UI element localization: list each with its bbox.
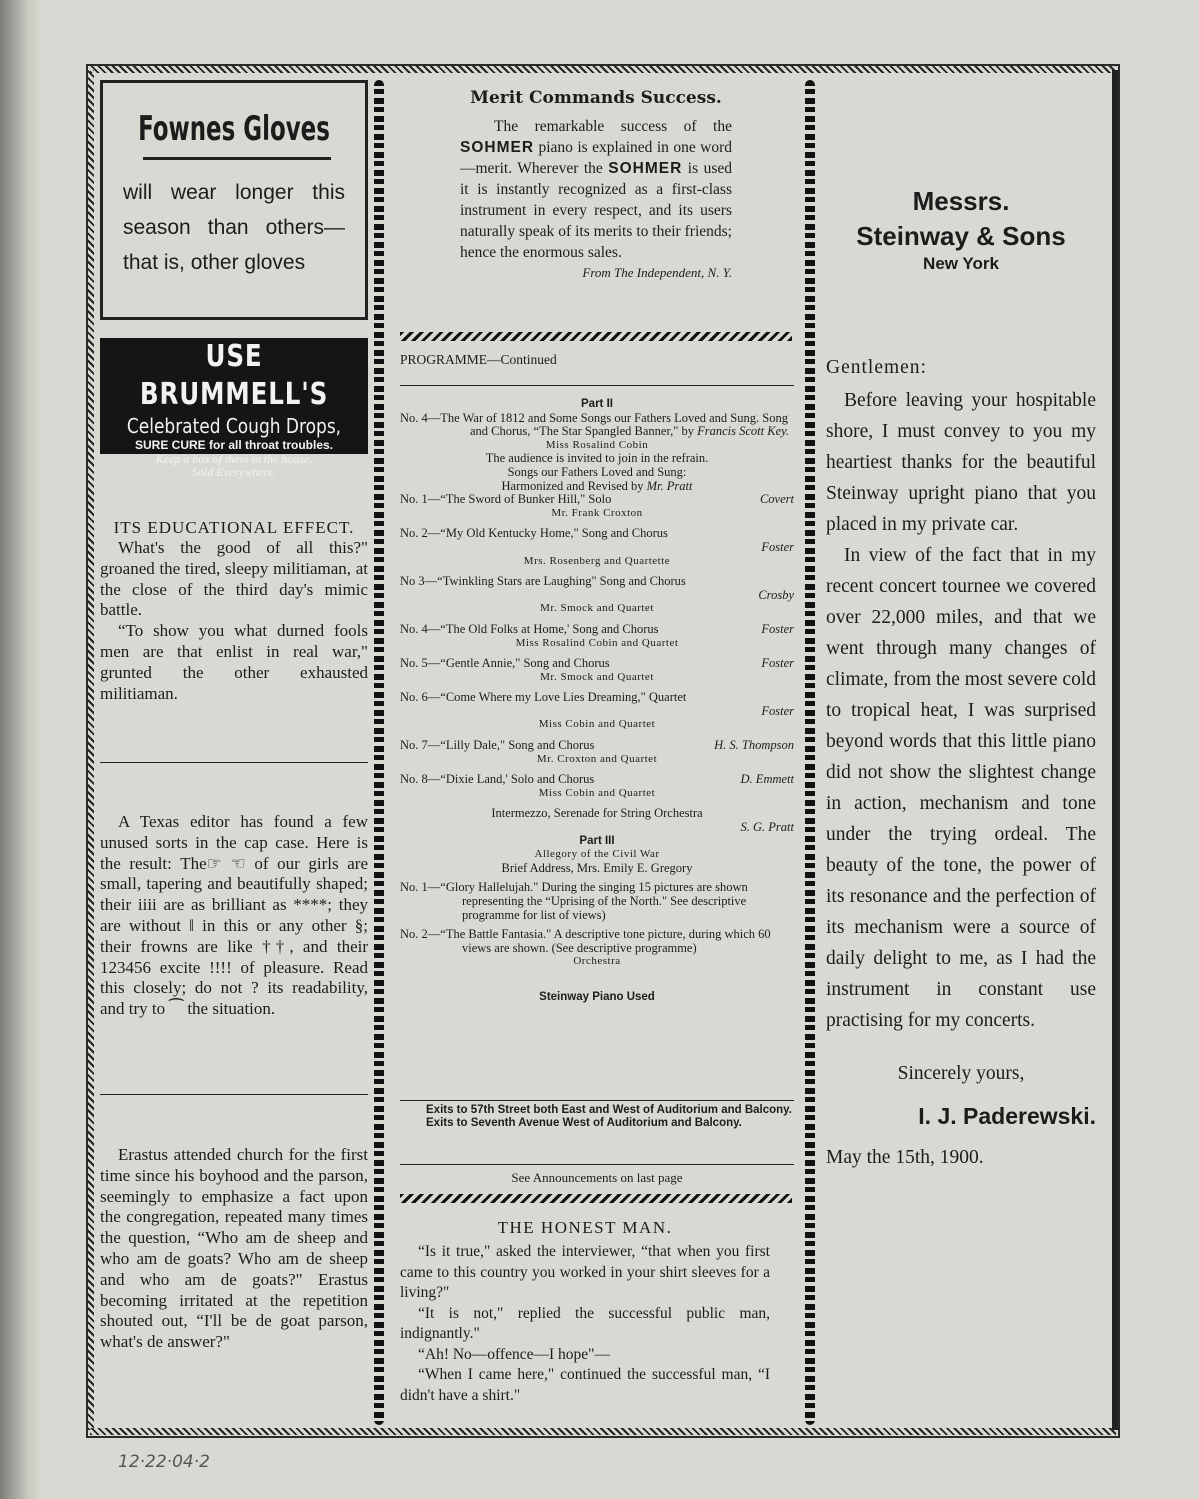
song-item-6-composer: Foster — [761, 703, 794, 718]
fownes-title-rule — [143, 157, 331, 160]
merit-text-c: is used it is instantly recognized as a first-class instrument in every respect, and its users naturally speak of its merits to their friends; hence the enormous sales. — [460, 160, 733, 261]
programme — [400, 352, 794, 368]
song-item-4 — [400, 623, 794, 637]
letter-salutation: Gentlemen: — [826, 357, 927, 378]
orchestra: Orchestra — [573, 955, 621, 968]
educational-title: ITS EDUCATIONAL EFFECT. — [113, 518, 355, 537]
song-item-4-composer: Foster — [761, 621, 794, 636]
merit-title: Merit Commands Success. — [470, 88, 722, 108]
merit-ad — [460, 88, 732, 281]
educational-p1: What's the good of all this?" groaned the tired, sleepy militiaman, at the close of the third day's mimic battle. — [100, 538, 368, 620]
songs-heading: Songs our Fathers Loved and Sung: — [507, 464, 687, 479]
left-divider-1 — [100, 762, 368, 763]
song-item-6-title: No. 6—“Come Where my Love Lies Dreaming," Quartet — [400, 690, 687, 705]
harmonized-by: Mr. Pratt — [646, 478, 693, 493]
song-item-3-composer: Crosby — [758, 587, 794, 602]
letter-closing: Sincerely yours, — [897, 1063, 1025, 1084]
programme-list — [400, 398, 794, 1005]
erastus-p1: Erastus attended church for the first time since his boyhood and the parson, seemingly to emphasize a fact upon the congregation, repeated many times the question, “Who am de sheep and who am de goats? Who am de sheep and who am de goats?" Erastus becoming irritated at the repetition shouted out, “I'll be de goat parson, what's de answer?" — [100, 1145, 368, 1352]
sohmer-brand-1: SOHMER — [460, 139, 535, 156]
brummell-line1: USE BRUMMELL'S — [139, 339, 329, 412]
honest-man-article — [400, 1218, 770, 1406]
song-item-8 — [400, 773, 794, 787]
merit-source: From The Independent, N. Y. — [582, 265, 732, 280]
part2-item4-text: No. 4—The War of 1812 and Some Songs our Fathers Loved and Sung. Song and Chorus, “The Star Spangled Banner," by — [400, 410, 788, 439]
texas-p1: A Texas editor has found a few unused sorts in the cap case. Here is the result: The☞ ☜ of our girls are small, tapering and beautifully shaped; their iiii are as brilliant as ****; they are without ‖ in this or any other §; their frowns are like ††, and their 123456 excite !!!! of pleasure. Read this closely; do not ? its readability, and try to ⁀ the situation. — [100, 812, 368, 1019]
honest-p1: “Is it true," asked the interviewer, “that when you first came to this country you worked in your shirt sleeves for a living?" — [400, 1243, 770, 1301]
song-item-4-performer: Miss Rosalind Cobin and Quartet — [515, 636, 679, 649]
letter-messrs: Messrs. — [912, 186, 1010, 216]
song-item-8-performer: Miss Cobin and Quartet — [538, 786, 656, 799]
brummell-line5: Sold Everywhere. — [191, 465, 277, 479]
brummell-line4: Keep a box of them in the house. — [155, 452, 313, 466]
song-item-5-composer: Foster — [761, 656, 794, 671]
exits-rule-bottom — [400, 1164, 794, 1165]
song-item-5-title: No. 5—“Gentle Annie," Song and Chorus — [400, 656, 610, 671]
song-item-3-performer: Mr. Smock and Quartet — [540, 602, 654, 615]
exits-rule-top — [400, 1100, 794, 1101]
letter-steinway-sons: Steinway & Sons — [856, 221, 1066, 251]
harmonized-text: Harmonized and Revised by — [501, 478, 644, 493]
announcements: See Announcements on last page — [511, 1170, 683, 1185]
song-item-4-title: No. 4—“The Old Folks at Home,' Song and Chorus — [400, 621, 659, 636]
zigzag-divider-2 — [400, 1194, 792, 1203]
song-item-7-performer: Mr. Croxton and Quartet — [536, 752, 658, 765]
honest-p4: “When I came here," continued the successful man, “I didn't have a shirt." — [400, 1366, 770, 1404]
brief-address: Brief Address, Mrs. Emily E. Gregory — [501, 860, 693, 875]
merit-text-b: piano is explained in one word—merit. Wherever the — [460, 139, 732, 177]
fownes-gloves-ad — [100, 80, 368, 320]
fownes-title: Fownes Gloves — [138, 109, 330, 149]
paderewski-letter — [826, 352, 1096, 1173]
song-item-7 — [400, 739, 794, 753]
song-item-3 — [400, 575, 794, 589]
honest-p3: “Ah! No—offence—I hope"— — [418, 1345, 610, 1363]
steinway-letter-header — [826, 186, 1096, 274]
song-item-7-title: No. 7—“Lilly Dale," Song and Chorus — [400, 738, 595, 753]
intermezzo: Intermezzo, Serenade for String Orchestra — [491, 806, 703, 821]
part2-heading: Part II — [581, 398, 613, 410]
song-item-8-title: No. 8—“Dixie Land,' Solo and Chorus — [400, 772, 595, 787]
song-item-2-performer: Mrs. Rosenberg and Quartette — [523, 554, 671, 567]
texas-editor-article — [100, 812, 368, 1020]
honest-title: THE HONEST MAN. — [497, 1218, 673, 1237]
letter-p2: In view of the fact that in my recent concert tournee we covered over 22,000 miles, and that we went through many changes of climate, from the most severe cold to tropical heat, I was surprised beyond words that this little piano did not show the slightest change in action, mechanism and tone under the trying ordeal. The beauty of the tone, the power of its resonance and the perfection of its mechanism were a source of daily delight to me, as I had the instrument in constant use practising for my concerts. — [826, 545, 1096, 1031]
part2-item4 — [400, 412, 794, 439]
page-gutter-shadow — [0, 0, 40, 1499]
educational-p2: “To show you what durned fools men are that enlist in real war," grunted the other exhausted militiaman. — [100, 621, 368, 703]
song-item-7-composer: H. S. Thompson — [714, 738, 794, 753]
exits-line-1: Exits to 57th Street both East and West of Auditorium and Balcony. — [426, 1104, 792, 1116]
song-item-8-composer: D. Emmett — [740, 772, 794, 787]
educational-effect-article — [100, 518, 368, 704]
frame-top-border — [90, 66, 1116, 73]
sohmer-brand-2: SOHMER — [608, 160, 683, 177]
brummell-cough-drops-ad — [100, 338, 368, 479]
intermezzo-by: S. G. Pratt — [740, 820, 794, 835]
frame-left-border — [88, 70, 94, 1430]
part2-item4-performer: Miss Rosalind Cobin — [545, 438, 649, 451]
song-item-1-title: No. 1—“The Sword of Bunker Hill," Solo — [400, 492, 612, 507]
song-item-6-performer: Miss Cobin and Quartet — [538, 718, 656, 731]
column-divider-right — [805, 80, 815, 1425]
zigzag-divider-1 — [400, 332, 792, 341]
programme-rule-top — [400, 385, 794, 386]
letter-p1: Before leaving your hospitable shore, I must convey to you my heartiest thanks for the beautiful Steinway upright piano that you placed in my private car. — [826, 390, 1096, 535]
part2-item4-note: The audience is invited to join in the refrain. — [485, 451, 709, 466]
song-item-1-performer: Mr. Frank Croxton — [551, 506, 643, 519]
exits-notice — [400, 1104, 794, 1130]
part3-item1: No. 1—“Glory Hallelujah." During the singing 15 pictures are shown representing the “Uprising of the North." See descriptive programme for list of views) — [400, 880, 748, 922]
frame-right-border — [1112, 70, 1118, 1430]
steinway-piano-used: Steinway Piano Used — [539, 990, 655, 1003]
left-divider-2 — [100, 1094, 368, 1095]
fownes-body: will wear longer this season than others—that is, other gloves — [123, 181, 345, 274]
harmonized-line — [400, 480, 794, 494]
merit-text-a: The remarkable success of the — [494, 118, 732, 135]
song-item-5-performer: Mr. Smock and Quartet — [540, 670, 654, 683]
song-item-6 — [400, 691, 794, 705]
letter-new-york: New York — [923, 254, 999, 273]
column-divider-left — [374, 80, 384, 1425]
song-item-1-composer: Covert — [759, 492, 794, 507]
allegory: Allegory of the Civil War — [534, 848, 660, 861]
song-item-2 — [400, 527, 794, 541]
merit-body — [460, 116, 732, 263]
handwritten-date: 12·22·04·2 — [118, 1452, 210, 1472]
song-item-2-title: No. 2—“My Old Kentucky Home," Song and Chorus — [400, 526, 668, 541]
song-item-2-composer: Foster — [761, 539, 794, 554]
brummell-line3: SURE CURE for all throat troubles. — [134, 438, 334, 452]
song-item-5 — [400, 657, 794, 671]
part2-item4-author: Francis Scott Key. — [697, 424, 790, 439]
part3-heading: Part III — [579, 834, 615, 847]
letter-date: May the 15th, 1900. — [826, 1147, 984, 1168]
exits-line-2: Exits to Seventh Avenue West of Auditorium and Balcony. — [426, 1117, 742, 1129]
frame-bottom-border — [90, 1428, 1116, 1435]
brummell-line2: Celebrated Cough Drops, — [126, 414, 342, 438]
song-item-3-title: No 3—“Twinkling Stars are Laughing" Song and Chorus — [400, 574, 686, 589]
part3-item2: No. 2—“The Battle Fantasia." A descriptive tone picture, during which 60 views are shown. (See descriptive programme) — [400, 927, 771, 955]
erastus-article — [100, 1145, 368, 1353]
song-item-1 — [400, 493, 794, 507]
letter-signature: I. J. Paderewski. — [918, 1103, 1096, 1129]
honest-p2: “It is not," replied the successful public man, indignantly." — [400, 1304, 770, 1342]
programme-heading: PROGRAMME—Continued — [400, 352, 557, 367]
